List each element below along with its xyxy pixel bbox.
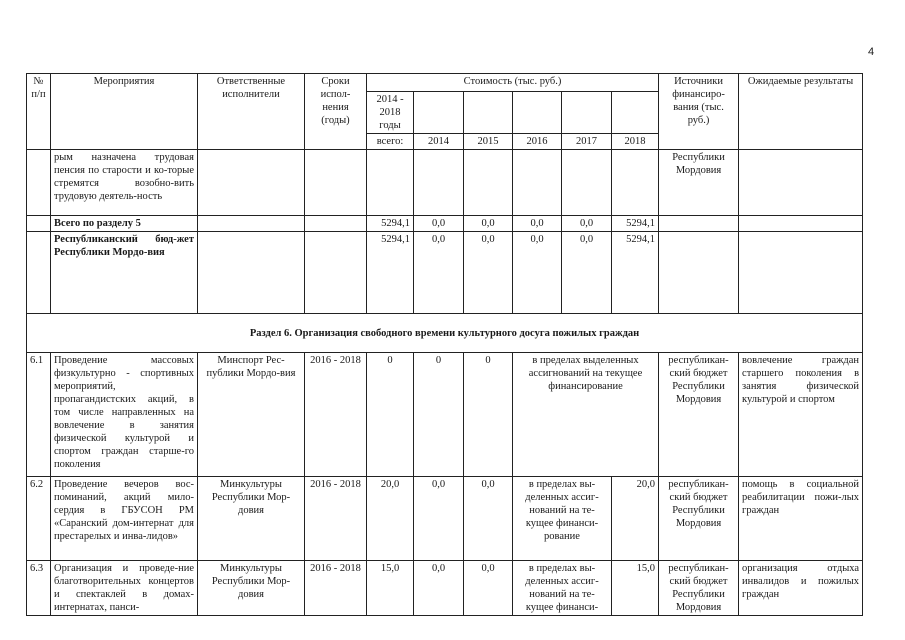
row-responsible: Минкультуры Республики Мор-довия bbox=[198, 561, 305, 616]
header-2018: 2018 bbox=[612, 134, 659, 150]
total-row bbox=[27, 216, 863, 232]
budget-2015: 0,0 bbox=[464, 232, 513, 314]
budget-2016: 0,0 bbox=[513, 232, 562, 314]
budget-2014: 0,0 bbox=[414, 232, 464, 314]
budget-2018: 5294,1 bbox=[612, 232, 659, 314]
header-period: 2014 - 2018 годы bbox=[367, 92, 414, 134]
row-note: в пределах вы-деленных ассиг-нований на те-кущее финанси-рование bbox=[513, 477, 612, 561]
budget-label: Республиканский бюд-жет Республики Мордо-вия bbox=[51, 232, 198, 314]
budget-2017: 0,0 bbox=[562, 232, 612, 314]
table-row bbox=[27, 477, 863, 561]
row-source: республикан-ский бюджет Республики Мордовия bbox=[659, 561, 739, 616]
row-2018: 20,0 bbox=[612, 477, 659, 561]
header-2015: 2015 bbox=[464, 134, 513, 150]
header-cost: Стоимость (тыс. руб.) bbox=[367, 74, 659, 92]
row-note: в пределах выделенных ассигнований на текущее финансирование bbox=[513, 353, 659, 477]
header-activity: Мероприятия bbox=[51, 74, 198, 150]
row-terms: 2016 - 2018 bbox=[305, 353, 367, 477]
row-source: республикан-ский бюджет Республики Мордовия bbox=[659, 477, 739, 561]
row-total: 0 bbox=[367, 353, 414, 477]
row-2014: 0 bbox=[414, 353, 464, 477]
cont-activity: рым назначена трудовая пенсия по старости и ко-торые стремятся возобно-вить трудовую деятель-ность bbox=[51, 150, 198, 216]
row-2014: 0,0 bbox=[414, 477, 464, 561]
row-2015: 0,0 bbox=[464, 561, 513, 616]
header-2016: 2016 bbox=[513, 134, 562, 150]
total-sum: 5294,1 bbox=[367, 216, 414, 232]
cont-source: Республики Мордовия bbox=[659, 150, 739, 216]
header-total: всего: bbox=[367, 134, 414, 150]
row-result: помощь в социальной реабилитации пожи-лых граждан bbox=[739, 477, 863, 561]
page-number: 4 bbox=[868, 46, 875, 58]
total-label: Всего по разделу 5 bbox=[51, 216, 198, 232]
row-total: 20,0 bbox=[367, 477, 414, 561]
total-2015: 0,0 bbox=[464, 216, 513, 232]
table-row bbox=[27, 561, 863, 616]
header-num: № п/п bbox=[27, 74, 51, 150]
header-2017: 2017 bbox=[562, 134, 612, 150]
row-source: республикан-ский бюджет Республики Мордовия bbox=[659, 353, 739, 477]
section-heading-row bbox=[27, 314, 863, 353]
total-2014: 0,0 bbox=[414, 216, 464, 232]
row-terms: 2016 - 2018 bbox=[305, 477, 367, 561]
row-total: 15,0 bbox=[367, 561, 414, 616]
row-terms: 2016 - 2018 bbox=[305, 561, 367, 616]
total-2017: 0,0 bbox=[562, 216, 612, 232]
budget-row bbox=[27, 232, 863, 314]
header-terms: Сроки испол-нения (годы) bbox=[305, 74, 367, 150]
table-row bbox=[27, 353, 863, 477]
row-2015: 0 bbox=[464, 353, 513, 477]
row-2015: 0,0 bbox=[464, 477, 513, 561]
row-note: в пределах вы-деленных ассиг-нований на те-кущее финанси- bbox=[513, 561, 612, 616]
row-num: 6.1 bbox=[27, 353, 51, 477]
row-activity: Проведение вечеров вос-поминаний, акций мило-сердия в ГБУСОН РМ «Саранский дом-интернат для престарелых и инва-лидов» bbox=[51, 477, 198, 561]
header-results: Ожидаемые результаты bbox=[739, 74, 863, 150]
row-2014: 0,0 bbox=[414, 561, 464, 616]
row-responsible: Минспорт Рес-публики Мордо-вия bbox=[198, 353, 305, 477]
row-num: 6.3 bbox=[27, 561, 51, 616]
header-2014: 2014 bbox=[414, 134, 464, 150]
row-result: организация отдыха инвалидов и пожилых граждан bbox=[739, 561, 863, 616]
row-result: вовлечение граждан старшего поколения в занятия физической культурой и спортом bbox=[739, 353, 863, 477]
table-row bbox=[27, 150, 863, 216]
row-activity: Проведение массовых физкультурно - спортивных мероприятий, пропагандистских акций, в том числе направленных на вовлечение в занятия физической культурой и спортом граждан старше-го поколения bbox=[51, 353, 198, 477]
header-sources: Источники финансиро-вания (тыс. руб.) bbox=[659, 74, 739, 150]
total-2018: 5294,1 bbox=[612, 216, 659, 232]
header-responsible: Ответственные исполнители bbox=[198, 74, 305, 150]
row-responsible: Минкультуры Республики Мор-довия bbox=[198, 477, 305, 561]
header-row-1 bbox=[27, 74, 863, 92]
total-2016: 0,0 bbox=[513, 216, 562, 232]
budget-sum: 5294,1 bbox=[367, 232, 414, 314]
measures-table bbox=[26, 73, 863, 616]
row-activity: Организация и проведе-ние благотворительных концертов и спектаклей в домах-интернатах, панси- bbox=[51, 561, 198, 616]
section-6-title: Раздел 6. Организация свободного времени культурного досуга пожилых граждан bbox=[27, 314, 863, 353]
row-2018: 15,0 bbox=[612, 561, 659, 616]
row-num: 6.2 bbox=[27, 477, 51, 561]
